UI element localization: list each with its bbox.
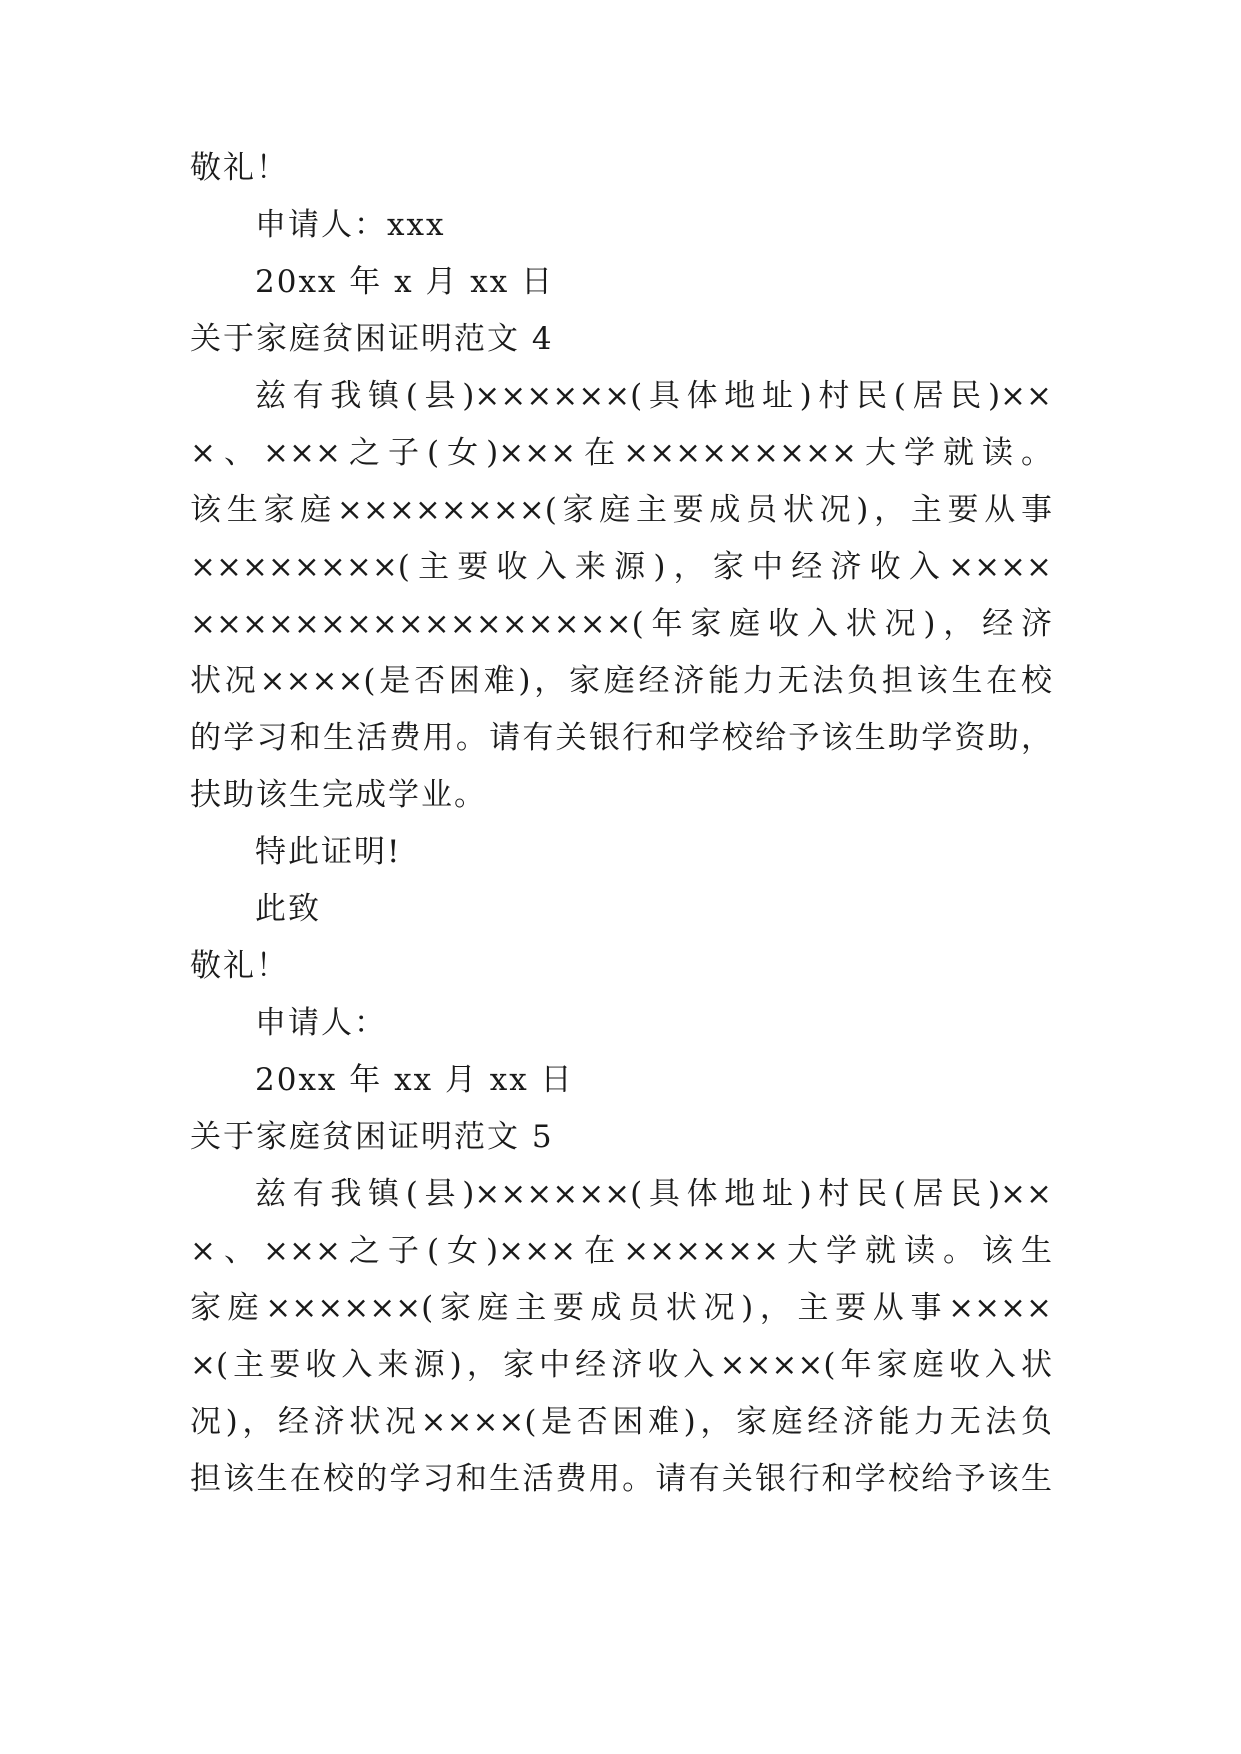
section-5-paragraph-line: 家庭××××××(家庭主要成员状况)，主要从事××××: [190, 1290, 1052, 1326]
closing-line: 特此证明!: [255, 834, 402, 870]
section-5-title: 关于家庭贫困证明范文 5: [190, 1119, 554, 1155]
date-line: 20xx 年 xx 月 xx 日: [255, 1062, 574, 1098]
section-4-paragraph-line: ××××××××(主要收入来源)，家中经济收入××××: [190, 549, 1052, 585]
applicant-line: 申请人：xxx: [255, 207, 446, 243]
to-line: 此致: [255, 891, 321, 927]
section-4-paragraph-line: 兹有我镇(县)××××××(具体地址)村民(居民)××: [255, 378, 1052, 414]
section-5-paragraph-line: ×、×××之子(女)×××在××××××大学就读。该生: [190, 1233, 1052, 1269]
section-4-paragraph-line: ×××××××××××××××××(年家庭收入状况)，经济: [190, 606, 1052, 642]
section-5-paragraph-line: 况)，经济状况××××(是否困难)，家庭经济能力无法负: [190, 1404, 1052, 1440]
section-5-paragraph-line: 兹有我镇(县)××××××(具体地址)村民(居民)××: [255, 1176, 1052, 1212]
section-4-paragraph-line: 状况××××(是否困难)，家庭经济能力无法负担该生在校: [190, 663, 1052, 699]
date-line: 20xx 年 x 月 xx 日: [255, 264, 555, 300]
section-4-paragraph-line: 扶助该生完成学业。: [190, 777, 487, 813]
salutation: 敬礼！: [190, 150, 289, 186]
section-4-paragraph-line: ×、×××之子(女)×××在×××××××××大学就读。: [190, 435, 1052, 471]
section-5-paragraph-line: ×(主要收入来源)，家中经济收入××××(年家庭收入状: [190, 1347, 1052, 1383]
section-4-paragraph-line: 的学习和生活费用。请有关银行和学校给予该生助学资助，: [190, 720, 1052, 756]
section-4-paragraph-line: 该生家庭××××××××(家庭主要成员状况)，主要从事: [190, 492, 1052, 528]
salutation: 敬礼！: [190, 948, 289, 984]
applicant-line: 申请人：: [255, 1005, 387, 1041]
section-4-title: 关于家庭贫困证明范文 4: [190, 321, 554, 357]
section-5-paragraph-line: 担该生在校的学习和生活费用。请有关银行和学校给予该生: [190, 1461, 1052, 1497]
